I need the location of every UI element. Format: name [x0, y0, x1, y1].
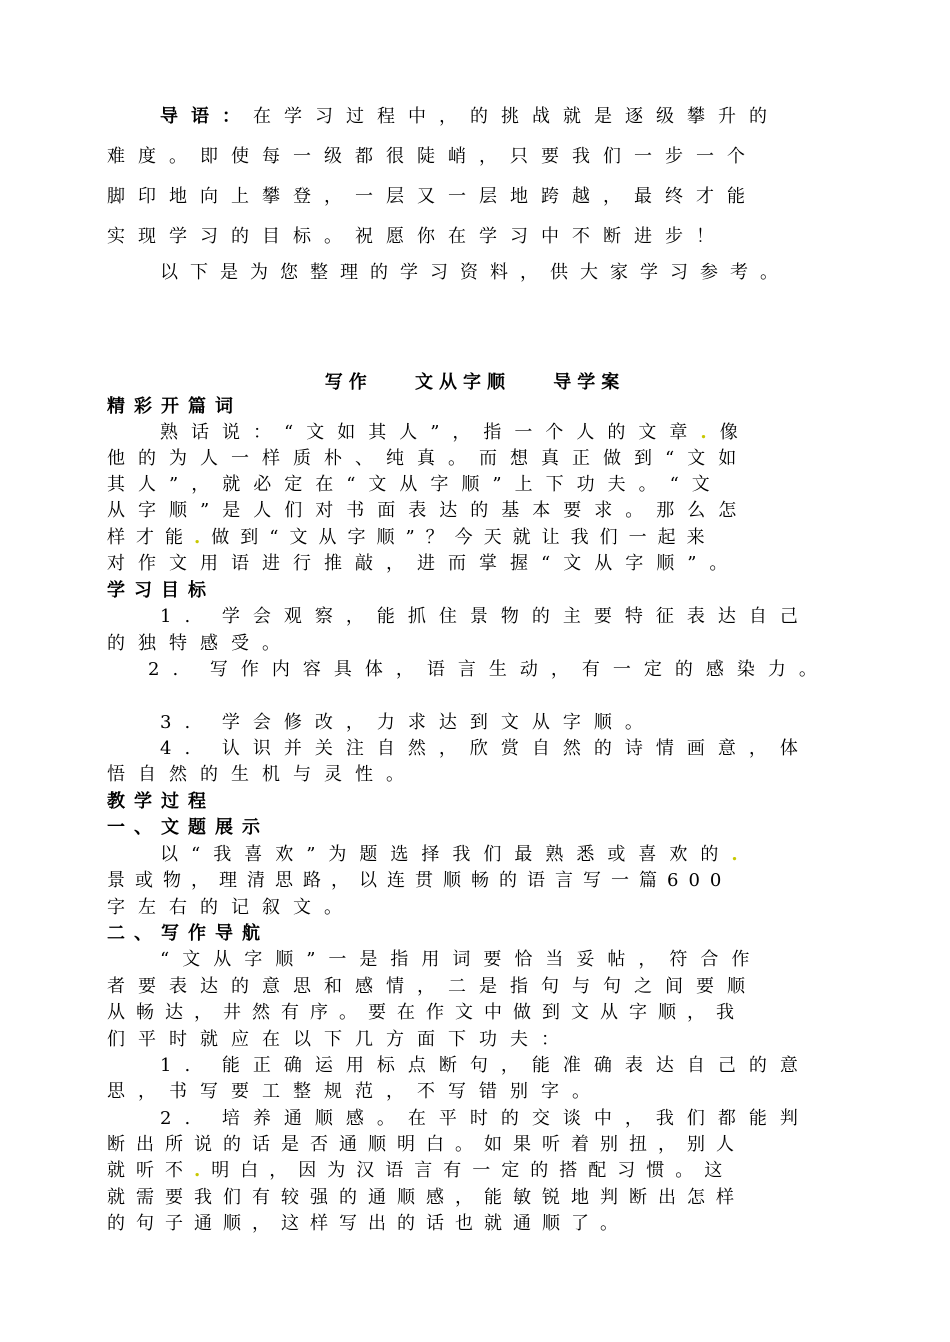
- intro-text-1: 在学习过程中，的挑战就是逐级攀升的: [253, 106, 780, 127]
- heading-opening: 精彩开篇词: [107, 396, 242, 417]
- guide-point-2-line-5: 的句子通顺，这样写出的话也就通顺了。: [107, 1213, 629, 1234]
- opening-line-6: 对作文用语进行推敲，进而掌握“文从字顺”。: [107, 553, 741, 574]
- highlight-dot: .: [731, 844, 751, 865]
- intro-line-1: [160, 106, 890, 128]
- intro-line-5: 以下是为您整理的学习资料，供大家学习参考。: [160, 262, 790, 283]
- goal-2: 2. 写作内容具体，语言生动，有一定的感染力。: [148, 659, 830, 680]
- subheading-guide: 二、写作导航: [107, 923, 269, 944]
- guide-line-2: 者要表达的意思和感情，二是指句与句之间要顺: [107, 976, 758, 997]
- intro-line-3: 脚印地向上攀登，一层又一层地跨越，最终才能: [107, 186, 758, 207]
- goal-4-line-2: 悟自然的生机与灵性。: [107, 764, 417, 785]
- guide-text-3a: 就听不: [107, 1160, 194, 1181]
- opening-text-5a: 样才能: [107, 527, 194, 548]
- topic-line-1: [160, 844, 840, 866]
- intro-line-4: 实现学习的目标。祝愿你在学习中不断进步！: [107, 226, 727, 247]
- guide-point-2-line-3: [107, 1160, 837, 1182]
- guide-point-1-line-2: 思，书写要工整规范，不写错别字。: [107, 1081, 603, 1102]
- topic-line-2: 景或物，理清思路，以连贯顺畅的语言写一篇600: [107, 870, 732, 891]
- heading-process: 教学过程: [107, 791, 215, 812]
- goal-1-line-1: 1. 学会观察，能抓住景物的主要特征表达自己: [160, 606, 811, 627]
- opening-text-1b: 像: [719, 422, 751, 443]
- highlight-dot: .: [700, 422, 720, 443]
- opening-line-5: [107, 527, 837, 549]
- opening-line-1: [160, 422, 840, 444]
- opening-line-4: 从字顺”是人们对书面表达的基本要求。那么怎: [107, 500, 750, 521]
- goal-4-line-1: 4. 认识并关注自然，欣赏自然的诗情画意，体: [160, 738, 811, 759]
- guide-point-1-line-1: 1. 能正确运用标点断句，能准确表达自己的意: [160, 1055, 811, 1076]
- intro-label: 导语：: [160, 106, 253, 127]
- highlight-dot: .: [194, 527, 212, 548]
- opening-line-2: 他的为人一样质朴、纯真。而想真正做到“文如: [107, 448, 750, 469]
- guide-point-2-line-2: 断出所说的话是否通顺明白。如果听着别扭，别人: [107, 1134, 745, 1155]
- topic-text-1: 以“我喜欢”为题选择我们最熟悉或喜欢的: [160, 844, 732, 865]
- guide-line-1: “文从字顺”一是指用词要恰当妥帖，符合作: [160, 949, 763, 970]
- opening-text-1: 熟话说：“文如其人”，指一个人的文章: [160, 422, 701, 443]
- topic-line-3: 字左右的记叙文。: [107, 897, 355, 918]
- guide-point-2-line-1: 2. 培养通顺感。在平时的交谈中，我们都能判: [160, 1108, 811, 1129]
- intro-line-2: 难度。即使每一级都很陡峭，只要我们一步一个: [107, 146, 758, 167]
- opening-line-3: 其人”，就必定在“文从字顺”上下功夫。“文: [107, 474, 723, 495]
- goal-1-line-2: 的独特感受。: [107, 633, 293, 654]
- guide-line-3: 从畅达，井然有序。要在作文中做到文从字顺，我: [107, 1002, 745, 1023]
- opening-text-5b: 做到“文从字顺”？今天就让我们一起来: [211, 527, 716, 548]
- highlight-dot: .: [194, 1160, 212, 1181]
- goal-3: 3. 学会修改，力求达到文从字顺。: [160, 712, 656, 733]
- heading-goals: 学习目标: [107, 580, 215, 601]
- guide-point-2-line-4: 就需要我们有较强的通顺感，能敏锐地判断出怎样: [107, 1187, 745, 1208]
- guide-text-3b: 明白，因为汉语言有一定的搭配习惯。这: [211, 1160, 734, 1181]
- subheading-topic: 一、文题展示: [107, 817, 269, 838]
- guide-line-4: 们平时就应在以下几方面下功夫：: [107, 1029, 572, 1050]
- document-title: 写作 文从字顺 导学案: [324, 372, 626, 393]
